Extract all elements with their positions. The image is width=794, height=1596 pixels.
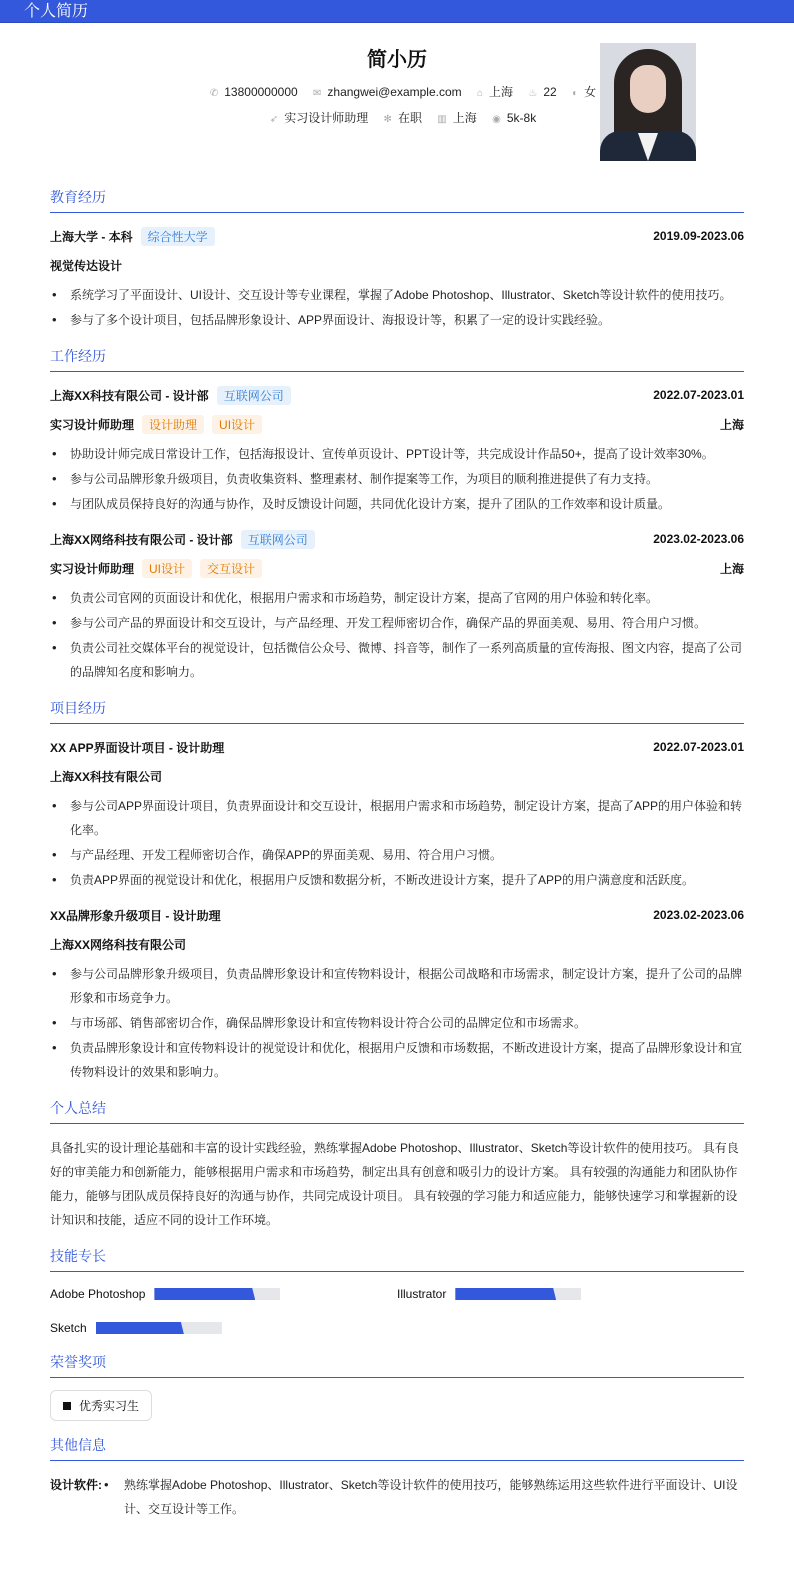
- project-company: 上海XX网络科技有限公司: [50, 937, 187, 952]
- other-section: [50, 1435, 744, 1534]
- salary: 5k-8k: [506, 111, 537, 125]
- school: 上海大学 - 本科: [50, 229, 133, 244]
- list-item: • 负责品牌形象设计和宣传物料设计的视觉设计和优化，根据用户反馈和市场数据，不断改进设计方案，提高了品牌形象设计和宣传物料设计的效果和影响力。: [50, 1036, 744, 1084]
- location: 上海: [489, 85, 514, 99]
- award-badge: [50, 1390, 152, 1421]
- summary-text: 具备扎实的设计理论基础和丰富的设计实践经验，熟练掌握Adobe Photoshop、Illustrator、Sketch等设计软件的使用技巧。 具有良好的审美能力和创新能力，能够根据用户需求和市场趋势，制定出具有创意和吸引力的设计方案。 具有较强的沟通能力和团队协作能力，能够与团队成员保持良好的沟通与协作，共同完成设计项目。 具有较强的学习能力和适应能力，能够快速学习和掌握新的设计知识和技能，适应不同的设计工作环境。: [50, 1141, 739, 1227]
- phone-icon: ✆: [209, 88, 219, 99]
- list-item: • 参与了多个设计项目，包括品牌形象设计、APP界面设计、海报设计等，积累了一定的设计实践经验。: [50, 308, 744, 332]
- skill-bar: [96, 1322, 222, 1334]
- app-title: 个人简历: [24, 3, 89, 20]
- role: 实习设计师助理: [50, 417, 135, 432]
- skill-name: Adobe Photoshop: [50, 1287, 146, 1301]
- skill-bar: [154, 1288, 280, 1300]
- skill-item: [397, 1284, 744, 1304]
- status: 在职: [397, 111, 422, 125]
- list-item: • 与产品经理、开发工程师密切合作，确保APP的界面美观、易用、符合用户习惯。: [50, 843, 744, 867]
- list-item: • 熟练掌握Adobe Photoshop、Illustrator、Sketch等设计软件的使用技巧，能够熟练运用这些软件进行平面设计、UI设计、交互设计等工作。: [102, 1473, 744, 1521]
- role-tag: 设计助理: [142, 415, 204, 434]
- date: 2023.02-2023.06: [653, 908, 744, 922]
- app-title-bar: [0, 0, 794, 23]
- major: 视觉传达设计: [50, 258, 123, 273]
- school-tag: 综合性大学: [141, 227, 215, 246]
- list-item: • 与市场部、销售部密切合作，确保品牌形象设计和宣传物料设计符合公司的品牌定位和市场需求。: [50, 1011, 744, 1035]
- skill-bar: [455, 1288, 581, 1300]
- salary-icon: ◉: [492, 114, 501, 125]
- candidate-name: 简小历: [367, 49, 427, 71]
- gender-icon: ◐: [572, 88, 579, 99]
- date: 2022.07-2023.01: [653, 740, 744, 754]
- square-bullet-icon: [63, 1402, 71, 1410]
- project-name: XX品牌形象升级项目 - 设计助理: [50, 908, 221, 923]
- list-item: • 参与公司品牌形象升级项目，负责收集资料、整理素材、制作提案等工作，为项目的顺利推进提供了有力支持。: [50, 467, 744, 491]
- send-icon: ➶: [269, 114, 279, 125]
- gender: 女: [584, 85, 597, 99]
- company-tag: 互联网公司: [241, 530, 315, 549]
- list-item: • 系统学习了平面设计、UI设计、交互设计等专业课程，掌握了Adobe Photoshop、Illustrator、Sketch等设计软件的使用技巧。: [50, 283, 744, 307]
- section-title: 工作经历: [50, 346, 744, 372]
- other-label: 设计软件:: [50, 1478, 102, 1492]
- section-title: 技能专长: [50, 1246, 744, 1272]
- role: 实习设计师助理: [50, 561, 135, 576]
- skills-section: [50, 1246, 744, 1338]
- skill-name: Illustrator: [397, 1287, 447, 1301]
- awards-section: [50, 1352, 744, 1421]
- section-title: 教育经历: [50, 187, 744, 213]
- project-company: 上海XX科技有限公司: [50, 769, 163, 784]
- section-title: 荣誉奖项: [50, 1352, 744, 1378]
- list-item: • 参与公司APP界面设计项目，负责界面设计和交互设计，根据用户需求和市场趋势，制定设计方案，提高了APP的用户体验和转化率。: [50, 794, 744, 842]
- skill-level-fill: [154, 1288, 255, 1300]
- role-tag: UI设计: [142, 559, 192, 578]
- company: 上海XX网络科技有限公司 - 设计部: [50, 532, 233, 547]
- date: 2023.02-2023.06: [653, 532, 744, 546]
- position: 实习设计师助理: [284, 111, 369, 125]
- list-item: • 与团队成员保持良好的沟通与协作，及时反馈设计问题，共同优化设计方案，提升了团队的工作效率和设计质量。: [50, 492, 744, 516]
- role-tag: UI设计: [212, 415, 262, 434]
- date: 2022.07-2023.01: [653, 388, 744, 402]
- education-section: [50, 187, 744, 332]
- skill-item: [50, 1284, 397, 1304]
- project-name: XX APP界面设计项目 - 设计助理: [50, 740, 225, 755]
- skill-item: [50, 1318, 397, 1338]
- section-title: 个人总结: [50, 1098, 744, 1124]
- list-item: • 负责APP界面的视觉设计和优化，根据用户反馈和数据分析，不断改进设计方案，提升了APP的用户满意度和活跃度。: [50, 868, 744, 892]
- status-icon: ✻: [383, 114, 392, 125]
- list-item: • 协助设计师完成日常设计工作，包括海报设计、宣传单页设计、PPT设计等，共完成设计作品50+，提高了设计效率30%。: [50, 442, 744, 466]
- company-tag: 互联网公司: [217, 386, 291, 405]
- section-title: 其他信息: [50, 1435, 744, 1461]
- email: zhangwei@example.com: [327, 85, 462, 99]
- award-name: 优秀实习生: [79, 1399, 140, 1413]
- email-icon: ✉: [313, 88, 322, 99]
- list-item: • 负责公司社交媒体平台的视觉设计，包括微信公众号、微博、抖音等，制作了一系列高质量的宣传海报、图文内容，提高了公司的品牌知名度和影响力。: [50, 636, 744, 684]
- city: 上海: [719, 561, 744, 576]
- skill-level-fill: [96, 1322, 184, 1334]
- list-item: • 参与公司品牌形象升级项目，负责品牌形象设计和宣传物料设计，根据公司战略和市场需求，制定设计方案，提升了公司的品牌形象和市场竞争力。: [50, 962, 744, 1010]
- role-tag: 交互设计: [200, 559, 262, 578]
- list-item: • 参与公司产品的界面设计和交互设计，与产品经理、开发工程师密切合作，确保产品的界面美观、易用、符合用户习惯。: [50, 611, 744, 635]
- age: 22: [543, 85, 557, 99]
- skill-name: Sketch: [50, 1321, 87, 1335]
- city: 上海: [719, 417, 744, 432]
- city: 上海: [452, 111, 477, 125]
- cake-icon: ♨: [528, 88, 538, 99]
- date: 2019.09-2023.06: [653, 229, 744, 243]
- profile-photo: [600, 43, 696, 161]
- home-icon: ⌂: [477, 88, 484, 99]
- work-section: [50, 346, 744, 684]
- projects-section: [50, 698, 744, 1084]
- summary-section: [50, 1098, 744, 1232]
- profile-header: [50, 23, 744, 173]
- list-item: • 负责公司官网的页面设计和优化，根据用户需求和市场趋势，制定设计方案，提高了官网的用户体验和转化率。: [50, 586, 744, 610]
- company: 上海XX科技有限公司 - 设计部: [50, 388, 209, 403]
- building-icon: ▥: [437, 114, 447, 125]
- phone: 13800000000: [224, 85, 298, 99]
- section-title: 项目经历: [50, 698, 744, 724]
- skill-level-fill: [455, 1288, 556, 1300]
